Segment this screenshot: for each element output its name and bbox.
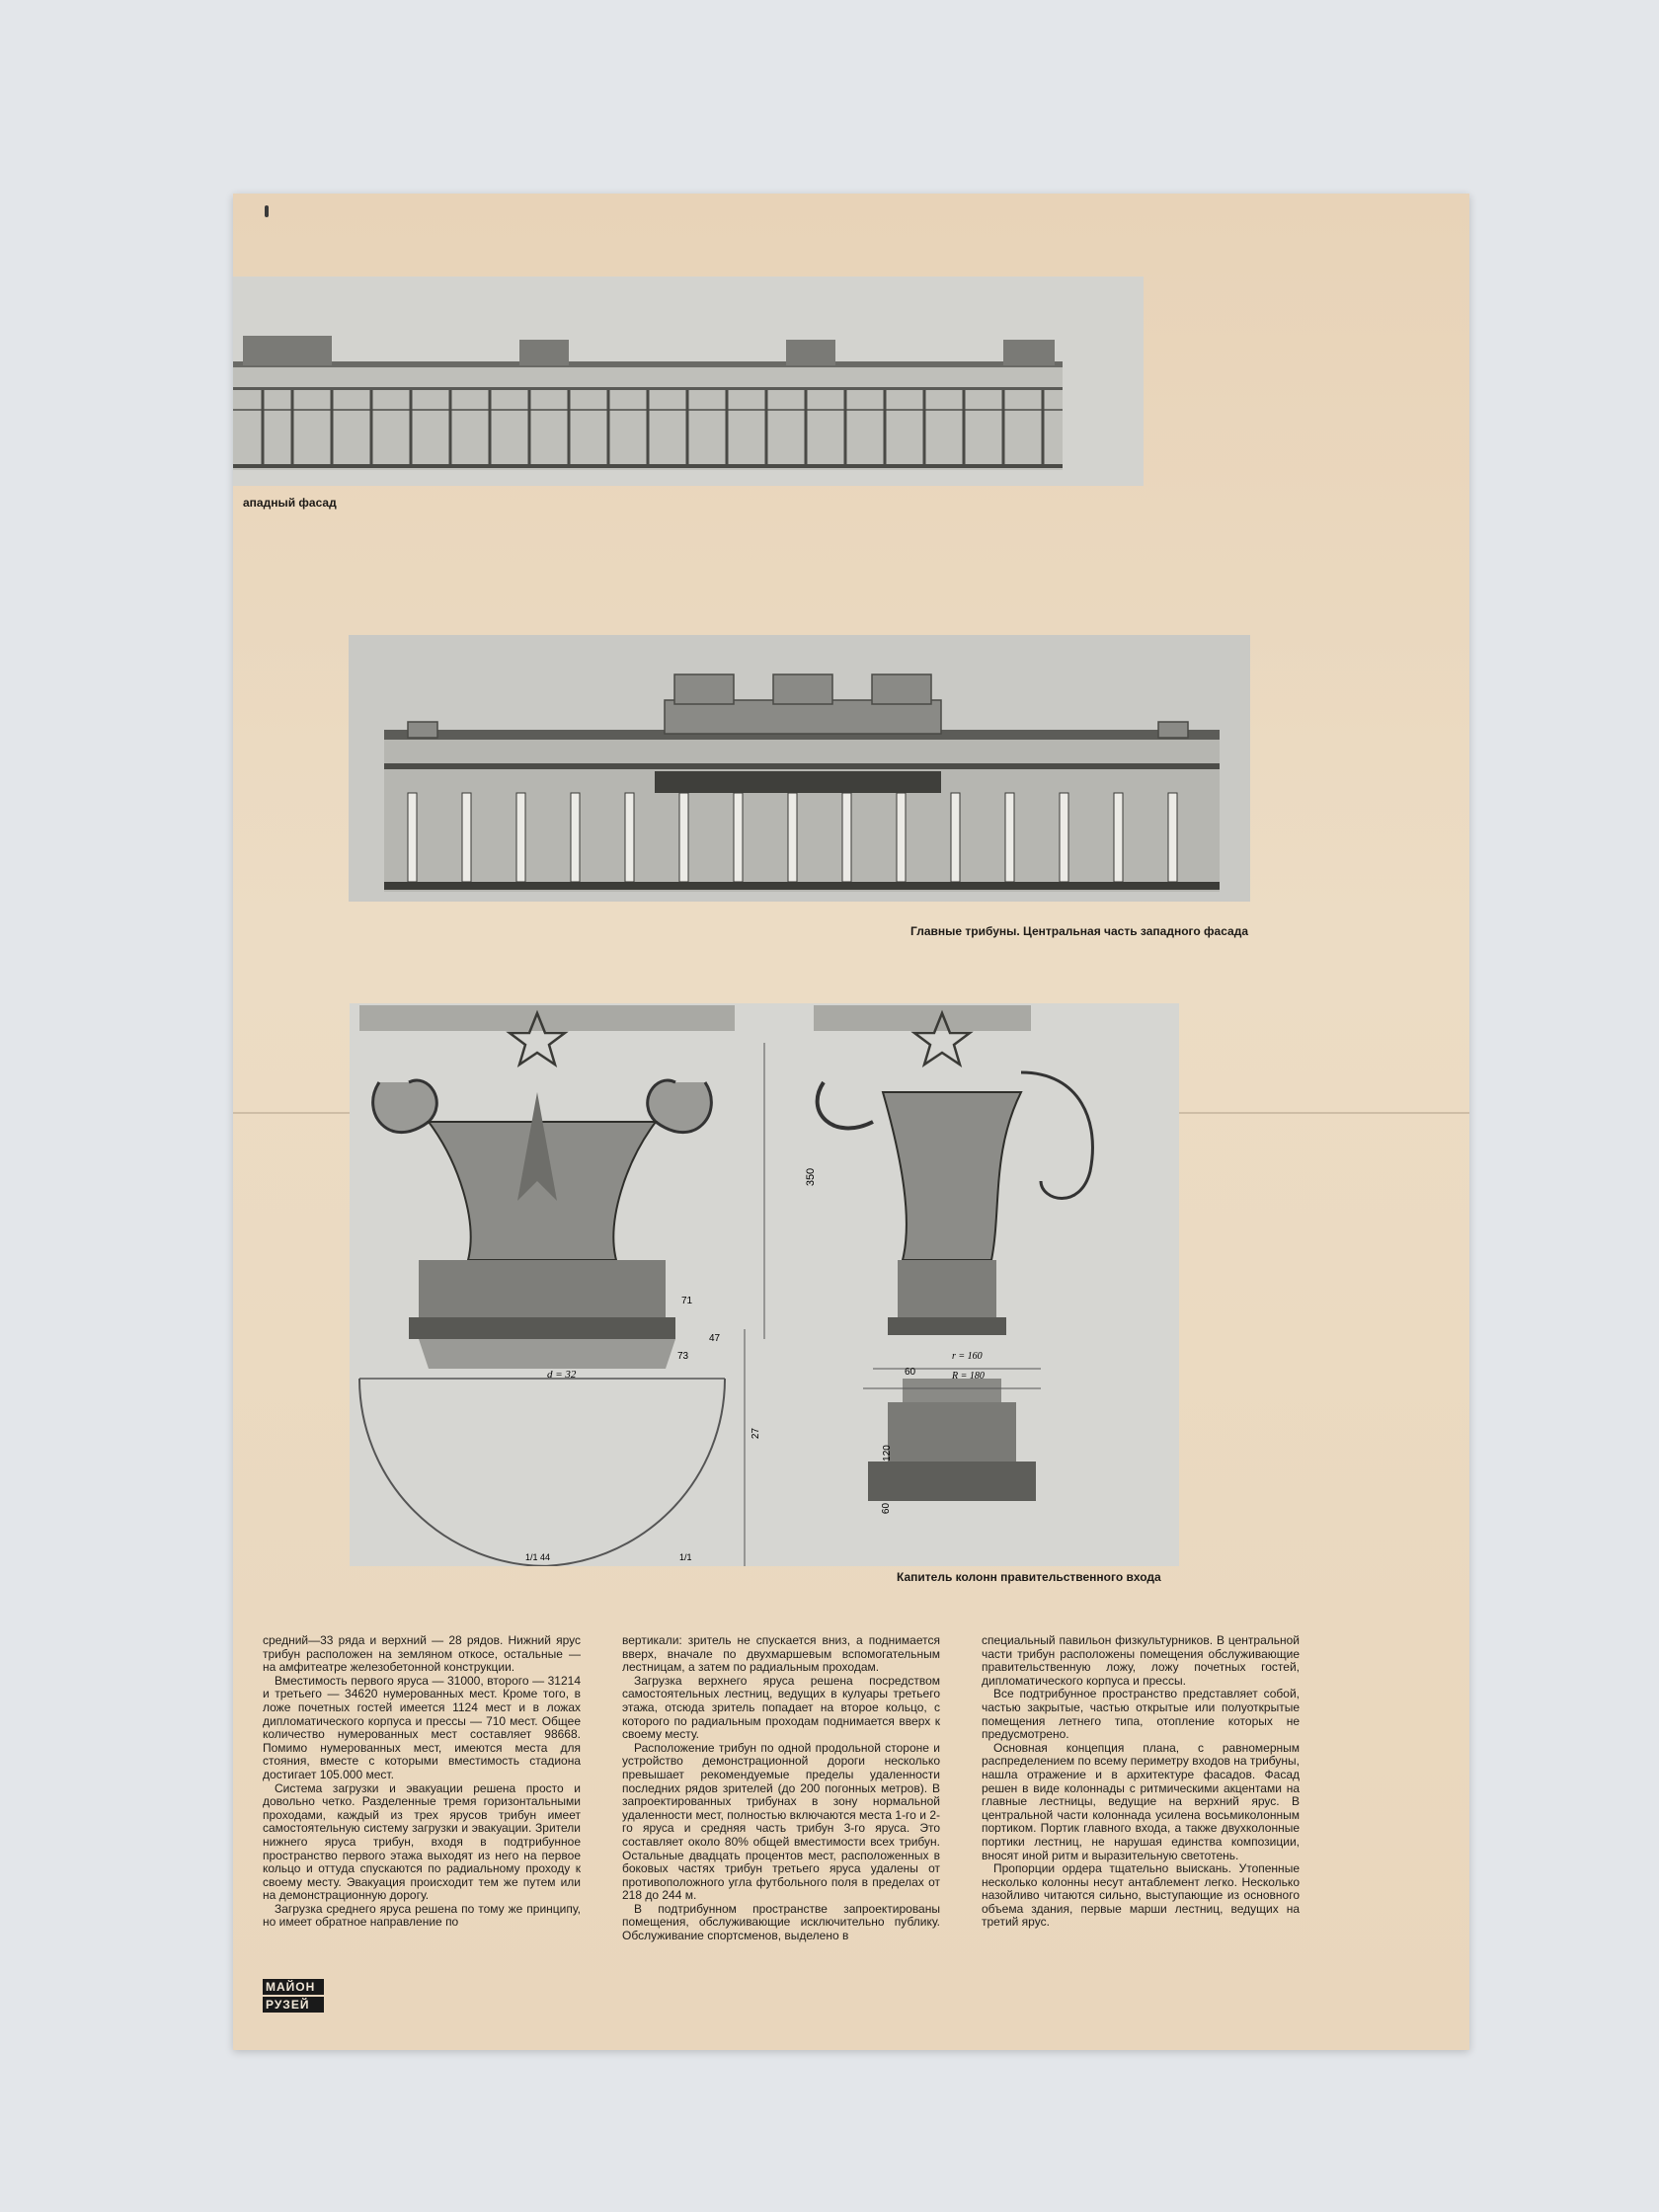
ink-mark xyxy=(265,205,269,217)
dim-bottom-b: 1/1 xyxy=(679,1552,692,1562)
dim-60: 60 xyxy=(905,1367,916,1378)
paragraph: Все подтрибунное пространство представляет собой, частью закрытые, частью открытые или полуоткрытые помещения летнего типа, отопление которых не предусмотрено. xyxy=(982,1687,1300,1742)
west-facade-drawing xyxy=(233,276,1144,486)
paragraph: Загрузка среднего яруса решена по тому же принципу, но имеет обратное направление по xyxy=(263,1901,581,1930)
text-column-2 xyxy=(622,1634,940,1943)
dim-r160: r = 160 xyxy=(952,1351,983,1362)
paragraph: Вместимость первого яруса — 31000, второго — 31214 и третьего — 34620 нумерованных мест. Кроме того, в ложе почетных гостей имеется 1124 мест и в ложах дипломатического корпуса и прессы — 710 мест. Общее количество нумерованных мест составляет 98668. Помимо нумерованных мест, имеются места для стояния, вместе с которыми вместимость стадиона достигает 105.000 мест. xyxy=(263,1673,581,1781)
paragraph: вертикали: зритель не спускается вниз, а поднимается вверх, вначале по двухмаршевым вспомогательным лестницам, а затем по радиальным проходам. xyxy=(622,1633,940,1675)
capital-drawing xyxy=(350,1003,1179,1566)
dim-60b: 60 xyxy=(881,1502,893,1515)
logo-line-2: РУЗЕЙ xyxy=(263,1997,324,2013)
dim-27: 27 xyxy=(750,1427,762,1440)
paragraph: специальный павильон физкультурников. В центральной части трибун расположены помещения обслуживающие правительственную ложу, ложу почетных гостей, дипломатического корпуса и прессы. xyxy=(982,1633,1300,1688)
caption-main-stands: Главные трибуны. Центральная часть западного фасада xyxy=(910,924,1248,938)
museum-logo xyxy=(263,1979,324,2014)
dim-bottom-a: 1/1 44 xyxy=(525,1552,551,1562)
dim-71: 71 xyxy=(681,1296,693,1306)
paragraph: В подтрибунном пространстве запроектированы помещения, обслуживающие исключительно публику. Обслуживание спортсменов, выделено в xyxy=(622,1901,940,1943)
paragraph: Система загрузки и эвакуации решена просто и довольно четко. Разделенные тремя горизонтальными проходами, каждый из трех ярусов трибун имеет самостоятельную систему загрузки и эвакуации. Зрители нижнего яруса трибун, входя в подтрибунное пространство первого этажа выходят из него на первое кольцо и оттуда спускаются по радиальному проходу к своему месту. Эвакуация происходит тем же путем или на демонстрационную дорогу. xyxy=(263,1780,581,1903)
newspaper-page xyxy=(233,194,1469,2050)
paragraph: Основная концепция плана, с равномерным распределением по всему периметру входов на трибуны, нашла отражение и в архитектуре фасадов. Фасад решен в виде колоннады с ритмическими акцентами на главные лестницы, ведущие на верхний ярус. В центральной части колоннада усилена восьмиколонным портиком. Портик главного входа, а также двухколонные портики лестниц, не нарушая единства композиции, вносят иной ритм и выразительную светотень. xyxy=(982,1740,1300,1862)
paragraph: Загрузка верхнего яруса решена посредством самостоятельных лестниц, ведущих в кулуары третьего этажа, отсюда зритель попадает на второе кольцо, с которого по радиальным проходам поднимается вверх к своему месту. xyxy=(622,1673,940,1742)
dim-r180: R = 180 xyxy=(952,1371,985,1382)
caption-west-facade: ападный фасад xyxy=(243,496,337,510)
logo-line-1: МАЙОН xyxy=(263,1979,324,1995)
text-column-1 xyxy=(263,1634,581,1930)
paragraph: средний—33 ряда и верхний — 28 рядов. Нижний ярус трибун расположен на земляном откосе, остальные — на амфитеатре железобетонной конструкции. xyxy=(263,1633,581,1675)
dim-47: 47 xyxy=(709,1333,721,1344)
text-column-3 xyxy=(982,1634,1300,1930)
caption-capital: Капитель колонн правительственного входа xyxy=(897,1570,1161,1584)
dim-73: 73 xyxy=(677,1351,689,1362)
main-stands-drawing xyxy=(349,635,1250,902)
dim-350: 350 xyxy=(805,1167,818,1187)
paragraph: Пропорции ордера тщательно выискань. Утопенные несколько колонны несут антаблемент легко. Несколько назойливо читаются сильно, выступающие из основного объема здания, первые марши лестниц, ведущих на третий ярус. xyxy=(982,1861,1300,1930)
paragraph: Расположение трибун по одной продольной стороне и устройство демонстрационной дороги несколько превышает рекомендуемые пределы удаленности последних рядов зрителей (до 200 погонных метров). В запроектированных трибунах в зону нормальной удаленности мест, полностью включаются места 1-го и 2-го яруса и средняя часть трибун 3-го яруса. Это составляет около 80% общей вместимости всех трибун. Остальные двадцать процентов мест, расположенных в боковых частях трибун третьего яруса удалены от противоположного угла футбольного поля в пределах от 218 до 244 м. xyxy=(622,1740,940,1903)
dim-120: 120 xyxy=(881,1445,893,1462)
dim-d32: d = 32 xyxy=(547,1369,577,1381)
